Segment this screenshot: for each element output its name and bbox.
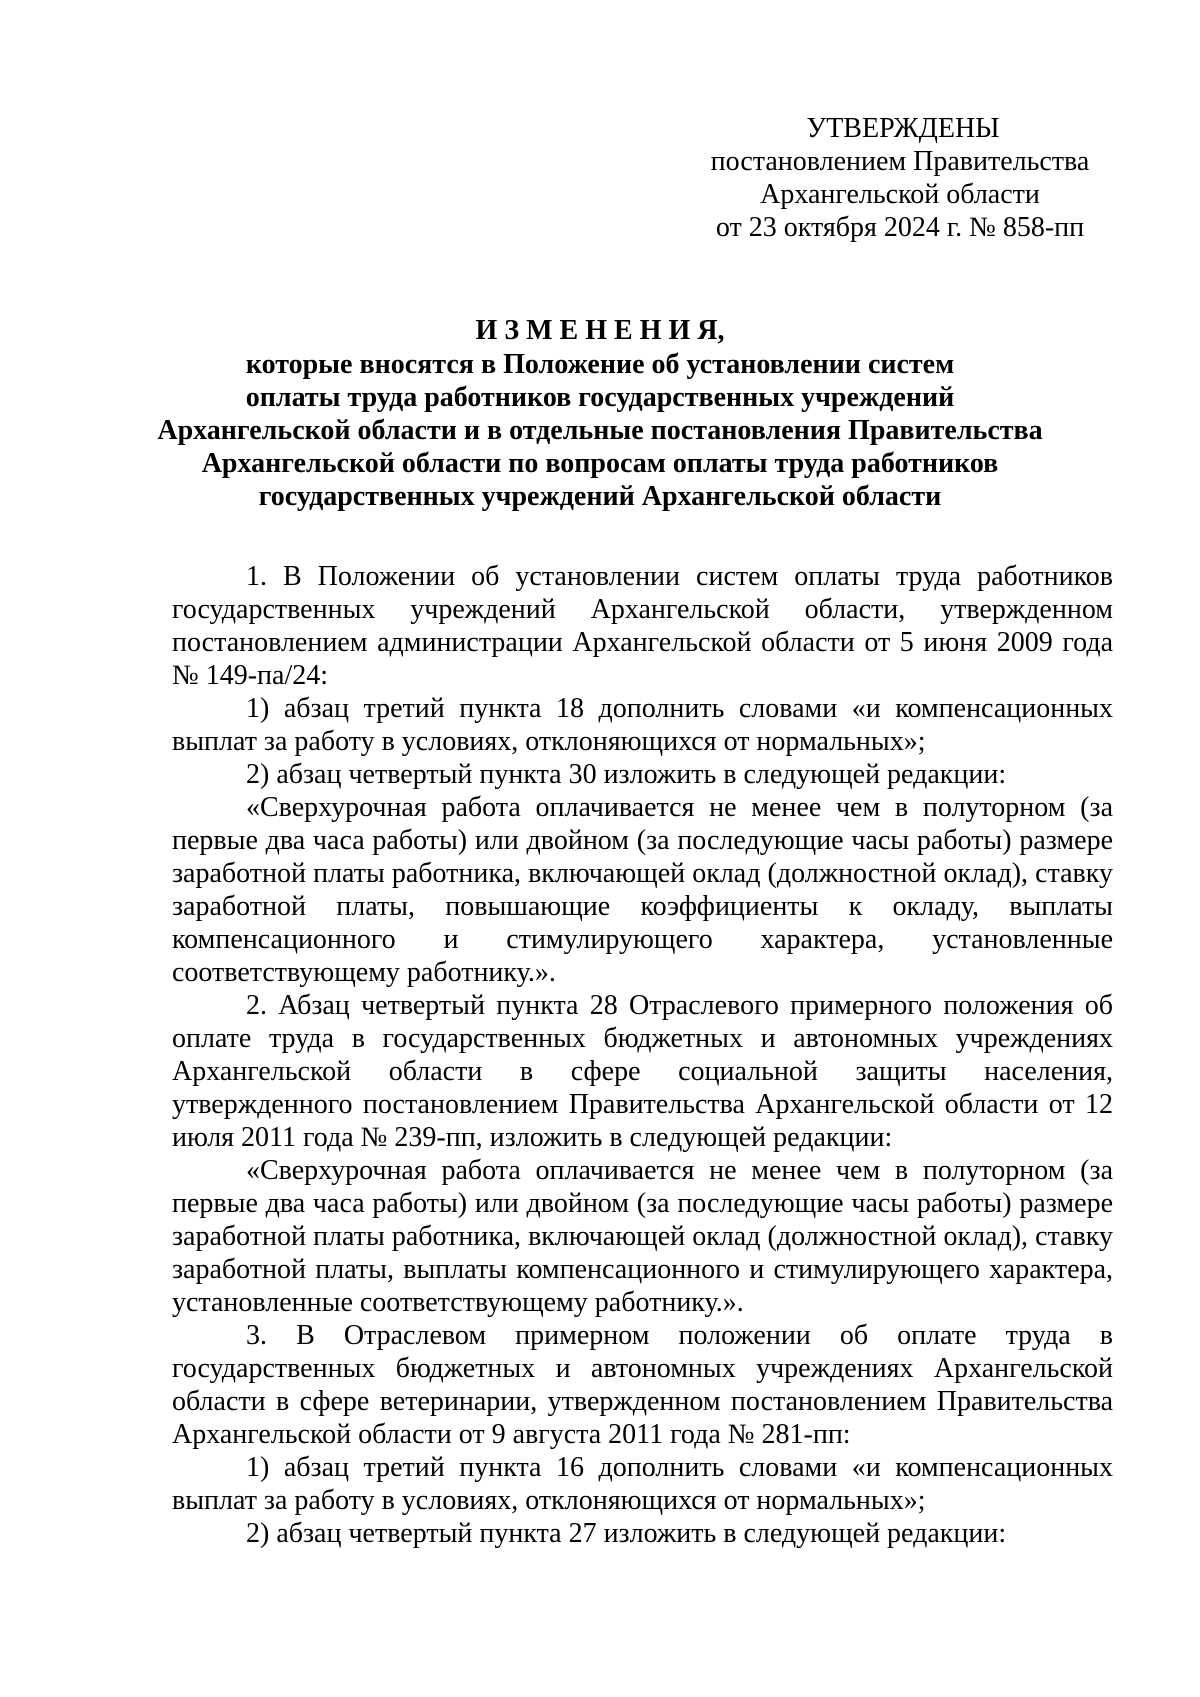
heading-line: Архангельской области и в отдельные постановления Правительства [157, 415, 1043, 446]
approval-line-3: от 23 октября 2024 г. № 858-пп [715, 212, 1085, 243]
approval-title: УТВЕРЖДЕНЫ [806, 113, 1000, 144]
paragraph: 1) абзац третий пункта 16 дополнить словами «и компенсационных выплат за работу в условиях, отклоняющихся от нормальных»; [172, 1452, 1113, 1516]
heading-title: И З М Е Н Е Н И Я, [475, 315, 725, 346]
document-heading [150, 313, 1050, 513]
paragraph: 2) абзац четвертый пункта 27 изложить в следующей редакции: [246, 1518, 1007, 1549]
paragraph: «Сверхурочная работа оплачивается не менее чем в полуторном (за первые два часа работы) или двойном (за последующие часы работы) размере заработной платы работника, включающей оклад (должностной оклад), ставку заработной платы, повышающие коэффициенты к окладу, выплаты компенсационного и стимулирующего характера, установленные соответствующему работнику.». [172, 792, 1113, 988]
approval-stamp [700, 112, 1100, 244]
approval-line-2: Архангельской области [760, 179, 1040, 210]
heading-line: оплаты труда работников государственных учреждений [245, 382, 955, 413]
paragraph: 1) абзац третий пункта 18 дополнить словами «и компенсационных выплат за работу в условиях, отклоняющихся от нормальных»; [172, 693, 1113, 757]
paragraph: 2) абзац четвертый пункта 30 изложить в следующей редакции: [246, 759, 1007, 790]
paragraph: 3. В Отраслевом примерном положении об оплате труда в государственных бюджетных и автономных учреждениях Архангельской области в сфере ветеринарии, утвержденном постановлением Правительства Архангельской области от 9 августа 2011 года № 281-пп: [172, 1320, 1113, 1450]
heading-line: Архангельской области по вопросам оплаты труда работников [201, 448, 999, 479]
heading-line: государственных учреждений Архангельской области [258, 481, 942, 512]
heading-line: которые вносятся в Положение об установлении систем [245, 349, 955, 380]
paragraph: 2. Абзац четвертый пункта 28 Отраслевого примерного положения об оплате труда в государственных бюджетных и автономных учреждениях Архангельской области в сфере социальной защиты населения, утвержденного постановлением Правительства Архангельской области от 12 июля 2011 года № 239-пп, изложить в следующей редакции: [172, 990, 1113, 1153]
approval-line-1: постановлением Правительства [710, 146, 1090, 177]
paragraph: 1. В Положении об установлении систем оплаты труда работников государственных учреждений Архангельской области, утвержденном постановлением администрации Архангельской области от 5 июня 2009 года № 149-па/24: [172, 561, 1113, 691]
document-body [172, 560, 1113, 1550]
paragraph: «Сверхурочная работа оплачивается не менее чем в полуторном (за первые два часа работы) или двойном (за последующие часы работы) размере заработной платы работника, включающей оклад (должностной оклад), ставку заработной платы, выплаты компенсационного и стимулирующего характера, установленные соответствующему работнику.». [172, 1155, 1113, 1318]
